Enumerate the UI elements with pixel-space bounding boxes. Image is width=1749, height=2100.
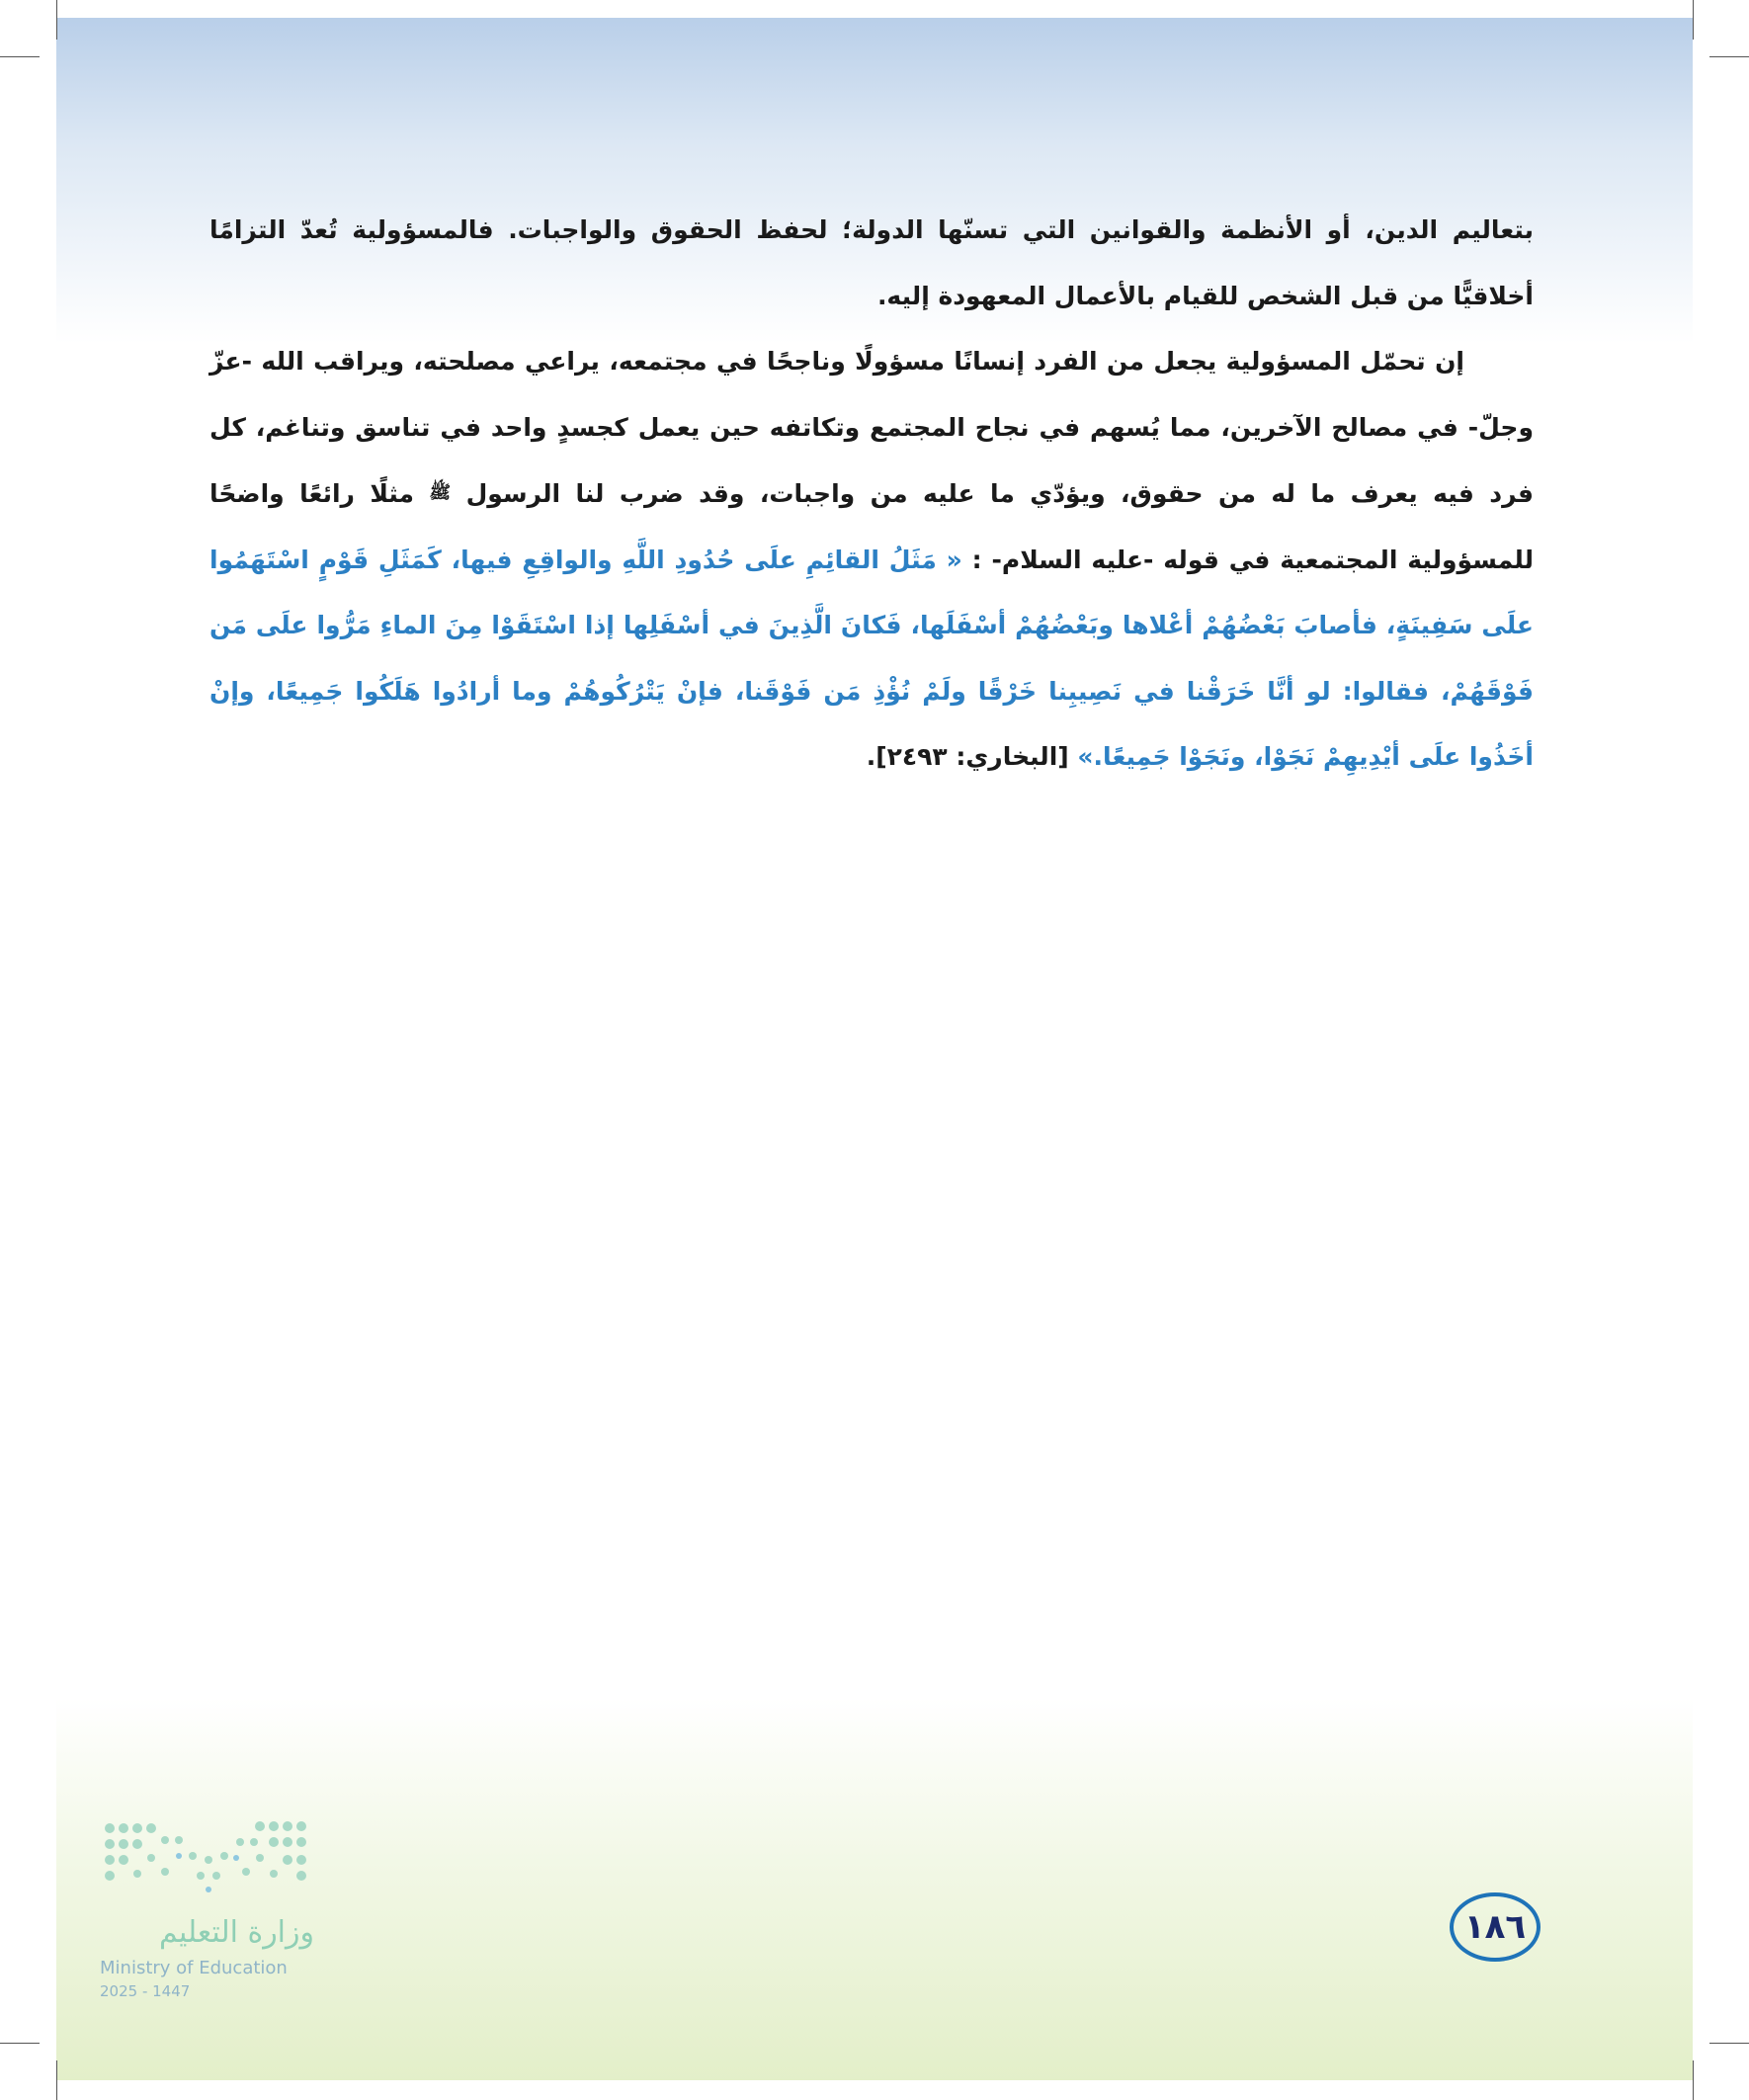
ministry-logo (97, 1816, 324, 2014)
crop-mark-bottom-left-v (56, 2060, 57, 2100)
crop-mark-bottom-right-v (1693, 2060, 1694, 2100)
hadith-citation: [البخاري: ٢٤٩٣]. (866, 742, 1069, 771)
crop-mark-top-left-h (0, 56, 40, 57)
paragraph-1: بتعاليم الدين، أو الأنظمة والقوانين التي تسنّها الدولة؛ لحفظ الحقوق والواجبات. فالمسؤولية تُعدّ التزامًا أخلاقيًّا من قبل الشخص للقيام بالأعمال المعهودة إليه. (209, 215, 1534, 310)
paragraph-2 (209, 329, 1534, 791)
page-number: ١٨٦ (1463, 1907, 1527, 1947)
salawat-symbol: ﷺ (429, 482, 452, 503)
crop-mark-bottom-right-h (1709, 2043, 1749, 2044)
paragraph-2-mid: مثلًا رائعًا واضحًا للمسؤولية المجتمعية في قوله -عليه السلام- : (209, 479, 1534, 574)
logo-dots-icon (102, 1816, 314, 1895)
paragraph-2-start: إن تحمّل المسؤولية يجعل من الفرد إنسانًا مسؤولًا وناجحًا في مجتمعه، يراعي مصلحته، ويراقب الله -عزّ وجلّ- في مصالح الآخرين، مما يُسهم في نجاح المجتمع وتكاتفه حين يعمل كجسدٍ واحد في تناسق وتناغم، كل فرد فيه يعرف ما له من حقوق، ويؤدّي ما عليه من واجبات، وقد ضرب لنا الرسول (209, 347, 1534, 508)
hadith-quote: « مَثَلُ القائِمِ علَى حُدُودِ اللَّهِ والواقِعِ فيها، كَمَثَلِ قَوْمٍ اسْتَهَمُوا علَى سَفِينَةٍ، فأصابَ بَعْضُهُمْ أعْلاها وبَعْضُهُمْ أسْفَلَها، فَكانَ الَّذِينَ في أسْفَلِها إذا اسْتَقَوْا مِنَ الماءِ مَرُّوا علَى مَن فَوْقَهُمْ، فقالوا: لو أنَّا خَرَقْنا في نَصِيبِنا خَرْقًا ولَمْ نُؤْذِ مَن فَوْقَنا، فإنْ يَتْرُكُوهُمْ وما أرادُوا هَلَكُوا جَمِيعًا، وإنْ أخَذُوا علَى أيْدِيهِمْ نَجَوْا، ونَجَوْا جَمِيعًا.» (209, 545, 1534, 771)
crop-mark-top-right-h (1709, 56, 1749, 57)
body-text (209, 198, 1534, 791)
logo-year-text: 2025 - 1447 (100, 1982, 191, 2000)
crop-mark-top-left-v (56, 0, 57, 40)
logo-arabic-text: وزارة التعليم (158, 1915, 314, 1950)
crop-mark-top-right-v (1693, 0, 1694, 40)
page-number-badge (1450, 1892, 1541, 1962)
crop-mark-bottom-left-h (0, 2043, 40, 2044)
logo-english-text: Ministry of Education (100, 1958, 288, 1978)
